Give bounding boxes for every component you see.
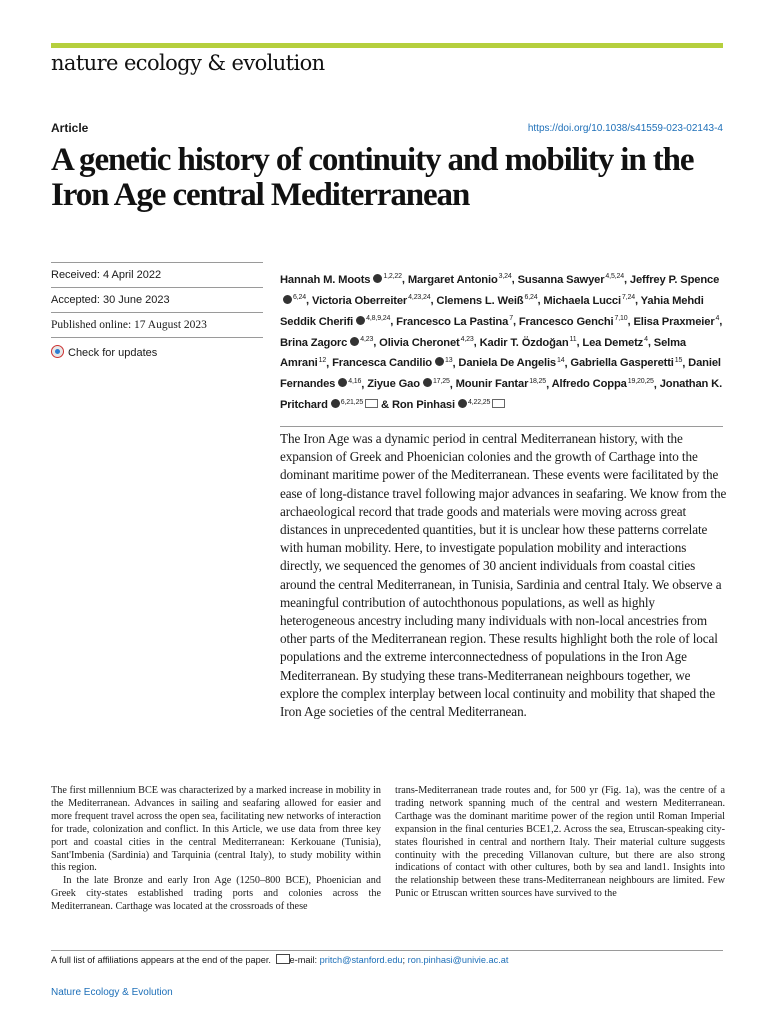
abstract: The Iron Age was a dynamic period in central Mediterranean history, with the expansion of Greek and Phoenician colonies and the growth of Carthage into the dominant maritime power of the Mediterranean. These events were facilitated by the ease of long-distance travel following major advances in seafaring. We know from the archaeological record that trade goods and materials were moving across great distances in unprecedented quantities, but it is unclear how these patterns correlate with human mobility. Here, to investigate population mobility and interactions directly, we sequenced the genomes of 30 ancient individuals from coastal cities around the central Mediterranean, in Tunisia, Sardinia and central Italy. We observe a meaningful contribution of autochthonous populations, as well as highly heterogeneous ancestry including many individuals with non-local ancestries from other parts of the Mediterranean region. These results highlight both the role of local populations and the extreme interconnectedness of populations in the Iron Age Mediterranean. By studying these trans-Mediterranean neighbours together, we explore the complex interplay between local continuity and mobility that shaped the Iron Age societies of the central Mediterranean. (280, 431, 727, 720)
author-affiliation: 14 (557, 356, 565, 364)
received-date: Received: 4 April 2022 (51, 269, 162, 281)
doi-link[interactable]: https://doi.org/10.1038/s41559-023-02143-4 (527, 123, 723, 134)
meta-divider (51, 312, 263, 313)
author (312, 295, 431, 307)
author-affiliation: 3,24 (498, 273, 512, 280)
author (582, 337, 647, 349)
footnote-text: A full list of affiliations appears at the end of the paper. (51, 955, 271, 965)
body-column-left (51, 785, 381, 914)
journal-accent-bar (51, 43, 723, 48)
orcid-icon[interactable] (435, 357, 444, 366)
article-type: Article (51, 121, 89, 135)
author-affiliation: 17,25 (432, 377, 450, 385)
author-affiliation: 13 (444, 356, 453, 364)
orcid-icon[interactable] (423, 378, 432, 387)
mail-icon (276, 954, 290, 964)
author-name: Gabriella Gasperetti (570, 357, 674, 370)
body-paragraph: trans-Mediterranean trade routes and, for 500 yr (Fig. 1a), was the centre of a trading network spanning much of the central and western Mediterranean. Carthage was the dominant maritime power of the region until Roman Imperial expansion in the final centuries BCE1,2. Across the sea, Etruscan-speaking city-states flourished in central and northern Italy. Their material culture suggests continuity with the preceding Villanovan culture, but there are also strong indications of contact with other cultures, both by sea and land1. Insights into the relationship between these trans-Mediterranean neighbours are limited. Few Punic or Etruscan written sources have survived to the (395, 785, 725, 900)
body-paragraph: The first millennium BCE was characterized by a marked increase in mobility in the Mediterranean. Advances in sailing and seafaring allowed for easier and more frequent travel across the open sea, facilitating new networks of interaction for trade, colonization and conflict. In this Article, we use data from three key port and coastal cities in the central Mediterranean: Kerkouane (Tunisia), Sant'Imbenia (Sardinia) and Tarquinia (central Italy), to study mobility within this region. (51, 785, 381, 874)
mail-icon[interactable] (492, 399, 505, 408)
author-name: Yahia Mehdi Seddik Cherifi (280, 294, 704, 328)
author-name: Francesca Candilio (332, 357, 432, 370)
author (379, 337, 473, 349)
author-name: Selma Amrani (280, 336, 686, 370)
author-affiliation: 4 (715, 314, 720, 322)
author-affiliation: 4,5,24 (605, 273, 624, 280)
author-name: Alfredo Coppa (551, 378, 627, 391)
mail-icon[interactable] (365, 399, 378, 408)
author-name: Hannah M. Moots (280, 273, 371, 286)
author-name: Michaela Lucci (543, 294, 621, 307)
orcid-icon[interactable] (338, 378, 347, 387)
author-name: Brina Zagorc (280, 336, 348, 349)
author (367, 378, 450, 390)
author-affiliation: 7,10 (614, 314, 628, 322)
author-name: Daniel Fernandes (280, 357, 721, 391)
author (552, 378, 654, 390)
author (518, 274, 624, 286)
email-link[interactable]: pritch@stanford.edu (319, 955, 403, 965)
author-name: Kadir T. Özdoğan (479, 336, 569, 349)
orcid-icon[interactable] (283, 295, 292, 304)
author-name: Daniela De Angelis (458, 357, 556, 370)
author-name: Susanna Sawyer (517, 273, 605, 286)
author (280, 274, 402, 286)
author-affiliation: 4,16 (348, 377, 362, 385)
email-label: e-mail: (289, 955, 318, 965)
author-affiliation: 11 (569, 335, 577, 343)
author-affiliation: 15 (674, 356, 683, 364)
author-name: Ziyue Gao (367, 378, 420, 391)
author-affiliation: 7 (509, 314, 513, 322)
author (480, 337, 577, 349)
body-paragraph: In the late Bronze and early Iron Age (1250–800 BCE), Phoenician and Greek city-states established trading ports and colonies across the Mediterranean. Carthage was located at the crossroads of these (51, 875, 381, 913)
author-affiliation: 19,20,25 (627, 377, 654, 385)
author-name: Victoria Oberreiter (311, 294, 408, 307)
abstract-divider (280, 426, 723, 427)
author (543, 295, 635, 307)
author-affiliation: 4,23 (360, 335, 374, 343)
email-link[interactable]: ron.pinhasi@univie.ac.at (407, 955, 509, 965)
author-affiliation: 7,24 (621, 293, 635, 301)
article-title: A genetic history of continuity and mobility in the Iron Age central Mediterranean (51, 142, 694, 213)
author (396, 316, 513, 328)
author-name: Jeffrey P. Spence (629, 273, 720, 286)
published-date: Published online: 17 August 2023 (51, 319, 207, 331)
author-affiliation: 4,23 (460, 335, 474, 343)
author-name: Francesco Genchi (518, 315, 614, 328)
author-name: Mounir Fantar (455, 378, 529, 391)
meta-divider (51, 337, 263, 338)
author-name: Lea Demetz (582, 336, 644, 349)
footer-journal-name: Nature Ecology & Evolution (51, 987, 173, 998)
author-name: Olivia Cheronet (379, 336, 460, 349)
author-name: Jonathan K. Pritchard (280, 378, 723, 412)
author-name: Margaret Antonio (407, 273, 498, 286)
journal-name: nature ecology & evolution (51, 51, 325, 75)
author: & Ron Pinhasi $^{4,22,25}$ (381, 399, 505, 411)
author-name: Francesco La Pastina (396, 315, 509, 328)
check-updates-icon (51, 345, 64, 358)
orcid-icon[interactable] (350, 337, 359, 346)
author-affiliation: 18,25 (529, 377, 547, 385)
orcid-icon[interactable] (331, 399, 340, 408)
author-list: Hannah M. Moots $^{1,2,22}$, Margaret Antonio$^{3,24}$, Susanna Sawyer$^{4,5,24}$, Jeffrey P. Spence$^{6,24}$, Victoria Oberreiter$^{4,23,24}$, Clemens L. Weiß$^{6,24}$, Michaela Lucci$^{7,24}$, Yahia Mehdi Seddik Cherifi $^{4,8,9,24}$, Francesco La Pastina$^7$, Francesco Genchi$^{7,10}$, Elisa Praxmeier$^4$, Brina Zagorc $^{4,23}$, Olivia Cheronet$^{4,23}$, Kadir T. Özdoğan$^{11}$, Lea Demetz$^4$, Selma Amrani$^{12}$, Francesca Candilio $^{13}$, Daniela De Angelis$^{14}$, Gabriella Gasperetti$^{15}$, Daniel Fernandes $^{4,16}$, Ziyue Gao $^{17,25}$, Mounir Fantar$^{18,25}$, Alfredo Coppa$^{19,20,25}$, Jonathan K. Pritchard $^{6,21,25}$ & Ron Pinhasi $^{4,22,25}$ (280, 273, 723, 412)
author-affiliation: 6,21,25 (340, 398, 364, 406)
orcid-icon[interactable] (458, 399, 467, 408)
author (570, 357, 682, 369)
meta-divider (51, 287, 263, 288)
author-affiliation: 4,8,9,24 (366, 314, 391, 322)
author-name: Elisa Praxmeier (633, 315, 715, 328)
affiliations-footnote: A full list of affiliations appears at the end of the paper. e-mail: pritch@stanford.edu; ron.pinhasi@univie.ac.at (51, 955, 509, 965)
body-column-right (395, 785, 725, 901)
author (280, 337, 373, 349)
author (519, 316, 628, 328)
author-affiliation: 4,22,25 (467, 398, 491, 406)
author-affiliation: 6,24 (293, 293, 307, 301)
orcid-icon[interactable] (373, 274, 382, 283)
author-name: Ron Pinhasi (391, 399, 455, 412)
author (332, 357, 452, 369)
author-name: Clemens L. Weiß (436, 294, 524, 307)
author (456, 378, 546, 390)
accepted-date: Accepted: 30 June 2023 (51, 294, 170, 306)
author (458, 357, 564, 369)
orcid-icon[interactable] (356, 316, 365, 325)
check-updates-label: Check for updates (68, 347, 158, 359)
author-affiliation: 4,23,24 (408, 293, 431, 301)
check-updates-link[interactable] (51, 345, 263, 359)
author (408, 274, 512, 286)
author (633, 316, 719, 328)
author-affiliation: 4 (644, 335, 648, 343)
footnote-divider (51, 950, 723, 951)
author-affiliation: 6,24 (524, 293, 538, 301)
author (436, 295, 537, 307)
author-affiliation: 12 (318, 356, 327, 364)
author-affiliation: 1,2,22 (383, 273, 402, 280)
meta-divider (51, 262, 263, 263)
